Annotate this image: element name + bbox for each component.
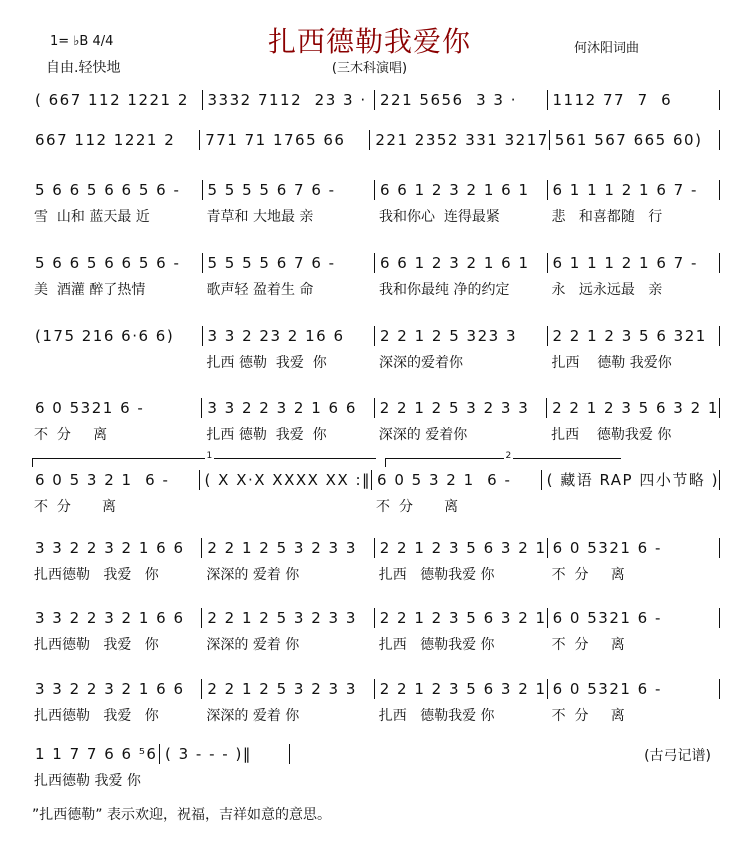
measure bbox=[202, 538, 374, 583]
measure bbox=[375, 608, 548, 653]
composer-credit: 何沐阳词曲 bbox=[574, 41, 640, 56]
measure bbox=[375, 253, 548, 298]
measure bbox=[203, 253, 376, 298]
measure bbox=[30, 398, 202, 443]
measure-notes: 221 5656 3 3 · bbox=[380, 91, 517, 109]
measure-notes: 1112 77 7 6 bbox=[552, 91, 673, 109]
measure-notes: 6 0 5 3 2 1 6 - bbox=[35, 471, 170, 489]
measure-lyrics: 扎西德勒 我爱 你 bbox=[34, 708, 159, 724]
measure-notes: 2 2 1 2 3 5 6 321 bbox=[552, 327, 707, 345]
measure-lyrics: 深深的 爱着你 bbox=[378, 427, 468, 443]
measure-lyrics: 深深的爱着你 bbox=[379, 355, 463, 371]
measure-lyrics: 不 分 离 bbox=[551, 637, 625, 653]
measure-notes: 6 1 1 1 2 1 6 7 - bbox=[552, 254, 698, 272]
measure-lyrics: 悲 和喜都随 行 bbox=[551, 209, 663, 225]
measure-notes: 667 112 1221 2 bbox=[35, 131, 176, 149]
measure-notes: 2 2 1 2 5 3 2 3 3 bbox=[379, 399, 530, 417]
measure bbox=[203, 90, 376, 110]
measure-lyrics: 永 远永远最 亲 bbox=[551, 282, 663, 298]
measure-lyrics: 扎西 德勒我爱 你 bbox=[551, 427, 672, 443]
measure-lyrics: 不 分 离 bbox=[551, 567, 625, 583]
measure bbox=[548, 608, 720, 653]
measure-notes: ( 藏语 RAP 四小节略 ) bbox=[546, 471, 719, 489]
measure-notes: (175 216 6·6 6) bbox=[35, 327, 175, 345]
score-system bbox=[30, 253, 720, 298]
measure-notes: 2 2 1 2 3 5 6 3 2 1 bbox=[379, 539, 547, 557]
measure-notes: 561 567 665 60) bbox=[554, 131, 703, 149]
score-system bbox=[30, 679, 720, 724]
measure bbox=[548, 326, 721, 371]
measure bbox=[548, 253, 721, 298]
measure-lyrics: 不 分 离 bbox=[551, 708, 625, 724]
score-system bbox=[30, 326, 720, 371]
measure-lyrics: 深深的 爱着 你 bbox=[206, 708, 300, 724]
measure-lyrics: 不 分 离 bbox=[34, 427, 108, 443]
measure-notes: 3 3 2 2 3 2 1 6 6 bbox=[207, 399, 357, 417]
measure-lyrics: 美 酒灌 醉了热情 bbox=[34, 282, 146, 298]
score-system bbox=[30, 398, 720, 443]
measure bbox=[372, 470, 542, 515]
measure bbox=[542, 470, 720, 490]
singer-credit: (三木科演唱) bbox=[331, 61, 408, 76]
measure-notes: 5 5 5 5 6 7 6 - bbox=[207, 254, 336, 272]
measure bbox=[547, 398, 720, 443]
measure bbox=[375, 398, 547, 443]
measure-notes: 3 3 2 2 3 2 1 6 6 bbox=[35, 539, 185, 557]
volta-bracket bbox=[32, 451, 376, 467]
measure-lyrics: 深深的 爱着 你 bbox=[206, 567, 300, 583]
measure-lyrics: 扎西德勒 我爱 你 bbox=[34, 567, 159, 583]
measure-notes: 6 0 5321 6 - bbox=[35, 399, 145, 417]
measure bbox=[30, 470, 200, 515]
measure-notes: 2 2 1 2 5 3 2 3 3 bbox=[207, 609, 357, 627]
measure bbox=[30, 538, 202, 583]
measure-lyrics: 扎西德勒 我爱 你 bbox=[34, 637, 159, 653]
measure bbox=[30, 679, 202, 724]
measure bbox=[200, 130, 370, 150]
score-system bbox=[30, 90, 720, 110]
measure bbox=[550, 130, 720, 150]
measure bbox=[203, 326, 376, 371]
measure-lyrics: 扎西 德勒 我爱你 bbox=[551, 355, 672, 371]
score-system bbox=[30, 451, 720, 515]
measure bbox=[30, 608, 202, 653]
volta-bracket bbox=[385, 451, 621, 467]
measure bbox=[548, 180, 721, 225]
measure-notes: 3 3 2 2 3 2 1 6 6 bbox=[35, 680, 185, 698]
measure bbox=[548, 90, 721, 110]
measure-lyrics: 歌声轻 盈着生 命 bbox=[206, 282, 314, 298]
footnote: ”扎西德勒” 表示欢迎，祝福，吉祥如意的意思。 bbox=[32, 807, 331, 823]
measure bbox=[202, 679, 374, 724]
score-system bbox=[30, 130, 720, 150]
measure bbox=[30, 130, 200, 150]
measure bbox=[200, 470, 373, 490]
measure-notes: ( X X·X XXXX XX :‖ bbox=[204, 471, 372, 489]
measure-notes: 2 2 1 2 5 323 3 bbox=[380, 327, 517, 345]
measure-lyrics: 雪 山和 蓝天最 近 bbox=[34, 209, 150, 225]
measure bbox=[30, 90, 203, 110]
measure-notes: 6 6 1 2 3 2 1 6 1 bbox=[380, 181, 530, 199]
measure-lyrics: 扎西 德勒 我爱 你 bbox=[206, 355, 327, 371]
measure-lyrics: 青草和 大地最 亲 bbox=[206, 209, 314, 225]
measure bbox=[370, 130, 549, 150]
measure-lyrics: 扎西 德勒我爱 你 bbox=[378, 567, 495, 583]
measure-notes: 6 6 1 2 3 2 1 6 1 bbox=[380, 254, 530, 272]
measure bbox=[375, 326, 548, 371]
measure-notes: 3 3 2 2 3 2 1 6 6 bbox=[35, 609, 185, 627]
measure-notes: 2 2 1 2 3 5 6 3 2 1 bbox=[379, 680, 547, 698]
measure-notes: 3 3 2 23 2 16 6 bbox=[207, 327, 345, 345]
measure-notes: 6 0 5 3 2 1 6 - bbox=[377, 471, 512, 489]
measure-notes: 2 2 1 2 3 5 6 3 2 1 bbox=[379, 609, 547, 627]
measure-notes: 6 1 1 1 2 1 6 7 - bbox=[552, 181, 698, 199]
score-system bbox=[30, 744, 290, 789]
measure bbox=[203, 180, 376, 225]
measure-lyrics: 扎西 德勒我爱 你 bbox=[378, 708, 495, 724]
measure-notes: 5 6 6 5 6 6 5 6 - bbox=[35, 254, 181, 272]
key-signature: 1= ♭B 4/4 bbox=[50, 34, 114, 49]
measure-lyrics: 扎西 德勒我爱 你 bbox=[378, 637, 495, 653]
measure-lyrics: 不 分 离 bbox=[376, 499, 459, 515]
volta-number: 2 bbox=[505, 451, 512, 461]
measure-lyrics: 不 分 离 bbox=[34, 499, 117, 515]
measure bbox=[30, 326, 203, 346]
measure-notes: ( 667 112 1221 2 bbox=[35, 91, 189, 109]
measure-notes: 6 0 5321 6 - bbox=[552, 680, 662, 698]
measure-notes: 5 6 6 5 6 6 5 6 - bbox=[35, 181, 181, 199]
measure bbox=[375, 180, 548, 225]
measure-lyrics: 扎西 德勒 我爱 你 bbox=[206, 427, 327, 443]
measure bbox=[202, 398, 374, 443]
measure-notes: 5 5 5 5 6 7 6 - bbox=[207, 181, 336, 199]
measure-notes: 771 71 1765 66 bbox=[205, 131, 346, 149]
tempo-marking: 自由.轻快地 bbox=[46, 60, 121, 76]
measure-notes: 221 2352 331 3217 bbox=[375, 131, 549, 149]
transcriber-credit: (古弓记谱) bbox=[644, 748, 711, 764]
measure-notes: 2 2 1 2 5 3 2 3 3 bbox=[207, 539, 357, 557]
measure bbox=[30, 744, 160, 789]
score-system bbox=[30, 608, 720, 653]
measure bbox=[548, 679, 720, 724]
measure-notes: ( 3 - - - )‖ bbox=[165, 745, 252, 763]
measure-notes: 6 0 5321 6 - bbox=[552, 539, 662, 557]
measure bbox=[202, 608, 374, 653]
measure-notes: 3332 7112 23 3 · bbox=[207, 91, 367, 109]
measure bbox=[375, 90, 548, 110]
measure-notes: 1 1 7 7 6 6 ⁵6 bbox=[35, 745, 158, 763]
measure-lyrics: 扎西德勒 我爱 你 bbox=[34, 773, 141, 789]
measure-lyrics: 我和你最纯 净的约定 bbox=[379, 282, 510, 298]
measure bbox=[30, 180, 203, 225]
measure-notes: 6 0 5321 6 - bbox=[552, 609, 662, 627]
score-system bbox=[30, 180, 720, 225]
measure-notes: 2 2 1 2 5 3 2 3 3 bbox=[207, 680, 357, 698]
measure-lyrics: 我和你心 连得最紧 bbox=[379, 209, 500, 225]
measure bbox=[30, 253, 203, 298]
measure-notes: 2 2 1 2 3 5 6 3 2 1 bbox=[552, 399, 719, 417]
measure bbox=[548, 538, 720, 583]
score-system bbox=[30, 538, 720, 583]
measure bbox=[375, 679, 548, 724]
song-title: 扎西德勒我爱你 bbox=[267, 25, 471, 58]
measure-lyrics: 深深的 爱着 你 bbox=[206, 637, 300, 653]
volta-number: 1 bbox=[206, 451, 213, 461]
measure bbox=[160, 744, 290, 764]
measure bbox=[375, 538, 548, 583]
